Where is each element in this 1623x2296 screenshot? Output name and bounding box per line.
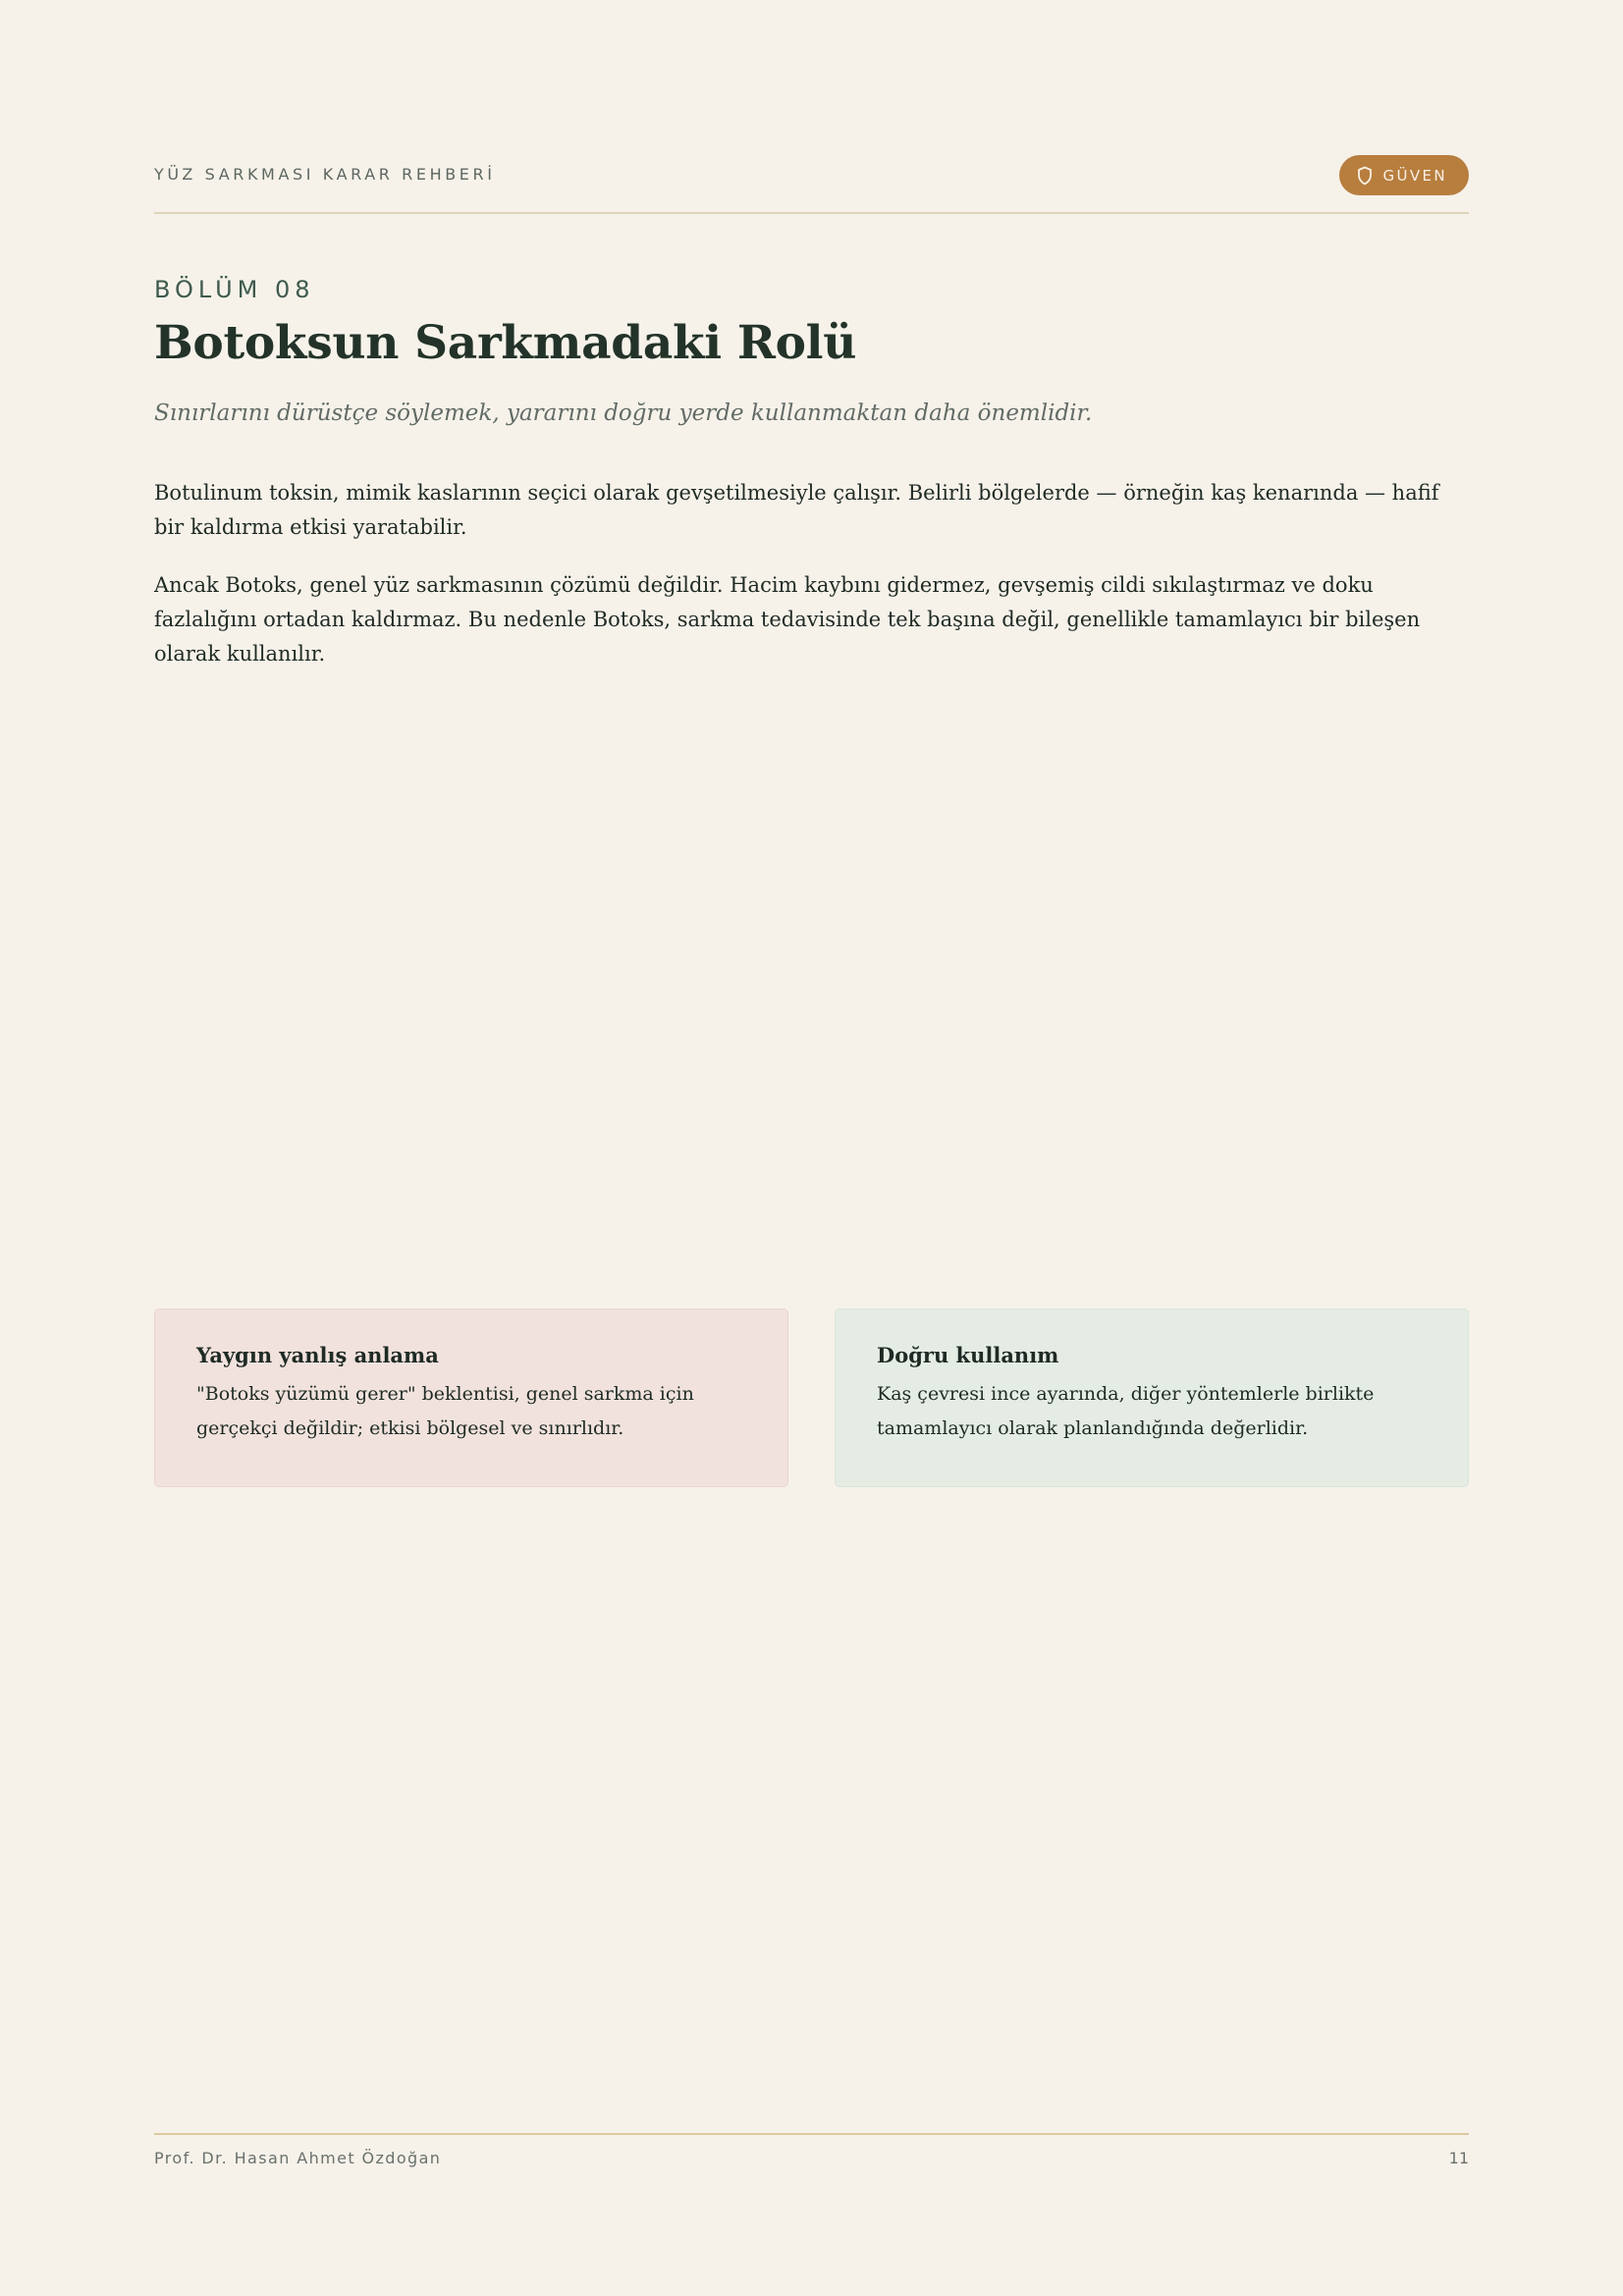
body-paragraph: Ancak Botoks, genel yüz sarkmasının çözümü değildir. Hacim kaybını gidermez, gevşemiş cildi sıkılaştırmaz ve doku fazlalığını ortadan kaldırmaz. Bu nedenle Botoks, sarkma tedavisinde tek başına değil, genellikle tamamlayıcı bir bileşen olarak kullanılır.	[154, 573, 1421, 666]
card-title: Doğru kullanım	[877, 1343, 1059, 1367]
body-paragraph: Botulinum toksin, mimik kaslarının seçici olarak gevşetilmesiyle çalışır. Belirli bölgelerde — örneğin kaş kenarında — hafif bir kaldırma etkisi yaratabilir.	[154, 481, 1439, 539]
card-title: Yaygın yanlış anlama	[196, 1343, 439, 1367]
footer-author: Prof. Dr. Hasan Ahmet Özdoğan	[154, 2149, 442, 2167]
page-header	[154, 155, 1469, 214]
document-page	[154, 0, 1469, 2296]
running-title: YÜZ SARKMASI KARAR REHBERİ	[154, 165, 496, 184]
correct-use-card	[835, 1308, 1469, 1487]
page-title: Botoksun Sarkmadaki Rolü	[154, 316, 857, 370]
page-footer	[154, 2133, 1469, 2174]
callout-row	[154, 1308, 1469, 1487]
card-text: Kaş çevresi ince ayarında, diğer yöntemlerle birlikte tamamlayıcı olarak planlandığında değerlidir.	[877, 1383, 1375, 1439]
badge-label: GÜVEN	[1382, 166, 1447, 185]
section-label: BÖLÜM 08	[154, 276, 315, 303]
card-text: "Botoks yüzümü gerer" beklentisi, genel sarkma için gerçekçi değildir; etkisi bölgesel ve sınırlıdır.	[196, 1383, 694, 1439]
page-number: 11	[1448, 2149, 1469, 2167]
page-subtitle: Sınırlarını dürüstçe söylemek, yararını doğru yerde kullanmaktan daha önemlidir.	[154, 400, 1093, 426]
trust-badge	[1339, 155, 1469, 195]
misconception-card	[154, 1308, 788, 1487]
shield-icon	[1357, 166, 1373, 186]
